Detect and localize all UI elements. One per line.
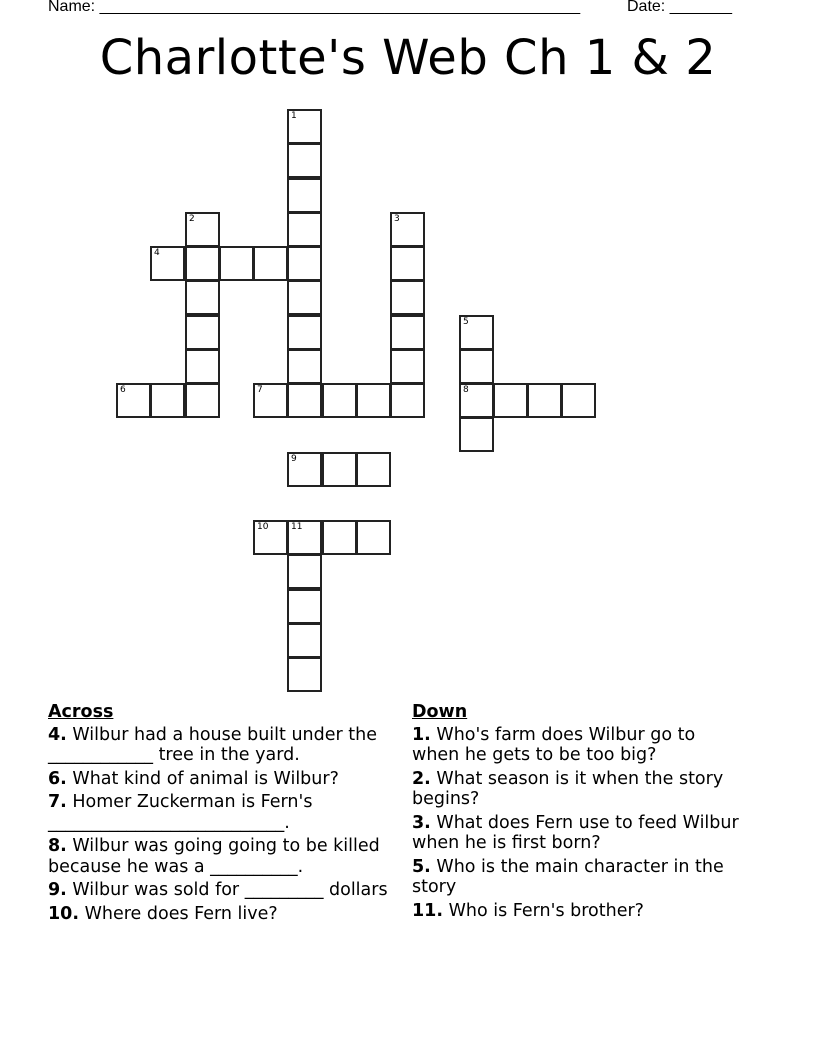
- date-field-label: Date: _______: [627, 0, 732, 15]
- crossword-cell[interactable]: [287, 143, 322, 178]
- clue-text: What does Fern use to feed Wilbur when he is first born?: [412, 812, 739, 853]
- crossword-cell[interactable]: [322, 520, 357, 555]
- cell-number: 11: [291, 522, 303, 532]
- clue-text: What kind of animal is Wilbur?: [66, 768, 339, 789]
- crossword-cell[interactable]: [459, 383, 494, 418]
- clue-text: Homer Zuckerman is Fern's ___________________________.: [48, 792, 313, 833]
- crossword-cell[interactable]: [390, 246, 425, 281]
- crossword-cell[interactable]: [287, 657, 322, 692]
- crossword-cell[interactable]: [459, 315, 494, 350]
- crossword-cell[interactable]: [150, 383, 185, 418]
- clue-down-3: [412, 813, 742, 854]
- clue-text: What season is it when the story begins?: [412, 768, 724, 809]
- crossword-cell[interactable]: [356, 452, 391, 487]
- clue-number: 1.: [412, 724, 431, 745]
- crossword-cell[interactable]: [459, 417, 494, 452]
- clue-number: 5.: [412, 856, 431, 877]
- crossword-cell[interactable]: [527, 383, 562, 418]
- across-clues: [48, 702, 408, 927]
- crossword-cell[interactable]: [116, 383, 151, 418]
- clue-text: Wilbur was sold for _________ dollars: [66, 880, 388, 900]
- crossword-cell[interactable]: [561, 383, 596, 418]
- crossword-cell[interactable]: [150, 246, 185, 281]
- clue-text: Who's farm does Wilbur go to when he gets to be too big?: [412, 724, 696, 765]
- clue-number: 7.: [48, 792, 67, 812]
- cell-number: 3: [394, 214, 400, 224]
- crossword-cell[interactable]: [185, 280, 220, 315]
- crossword-cell[interactable]: [185, 383, 220, 418]
- crossword-cell[interactable]: [287, 554, 322, 589]
- crossword-cell[interactable]: [185, 349, 220, 384]
- down-clues: [412, 702, 742, 924]
- cell-number: 9: [291, 454, 297, 464]
- name-field-label: Name: ______________________________________________________: [48, 0, 581, 15]
- cell-number: 2: [189, 214, 195, 224]
- clue-across-10: [48, 904, 408, 925]
- crossword-cell[interactable]: [459, 349, 494, 384]
- clue-across-8: [48, 836, 408, 877]
- crossword-cell[interactable]: [287, 349, 322, 384]
- cell-number: 1: [291, 111, 297, 121]
- crossword-cell[interactable]: [356, 520, 391, 555]
- crossword-cell[interactable]: [185, 212, 220, 247]
- cell-number: 5: [463, 317, 469, 327]
- crossword-cell[interactable]: [287, 178, 322, 213]
- cell-number: 6: [120, 385, 126, 395]
- clue-text: Where does Fern live?: [79, 903, 278, 924]
- clue-number: 9.: [48, 880, 67, 900]
- clue-text: Who is Fern's brother?: [443, 900, 644, 921]
- cell-number: 4: [154, 248, 160, 258]
- crossword-cell[interactable]: [493, 383, 528, 418]
- crossword-cell[interactable]: [287, 589, 322, 624]
- clue-number: 6.: [48, 768, 67, 789]
- across-heading: Across: [48, 702, 114, 722]
- clue-number: 8.: [48, 836, 67, 856]
- crossword-cell[interactable]: [390, 280, 425, 315]
- crossword-cell[interactable]: [287, 212, 322, 247]
- clue-down-1: [412, 725, 742, 766]
- clue-number: 4.: [48, 724, 67, 745]
- clue-number: 3.: [412, 812, 431, 833]
- crossword-cell[interactable]: [185, 246, 220, 281]
- crossword-cell[interactable]: [287, 383, 322, 418]
- page-title: Charlotte's Web Ch 1 & 2: [99, 30, 717, 86]
- clue-across-6: [48, 769, 408, 790]
- cell-number: 10: [257, 522, 269, 532]
- crossword-cell[interactable]: [390, 349, 425, 384]
- crossword-cell[interactable]: [219, 246, 254, 281]
- clue-across-4: [48, 725, 408, 766]
- crossword-cell[interactable]: [253, 520, 288, 555]
- crossword-cell[interactable]: [390, 212, 425, 247]
- clue-across-9: [48, 880, 408, 901]
- crossword-cell[interactable]: [253, 246, 288, 281]
- clue-text: Who is the main character in the story: [412, 856, 724, 897]
- crossword-cell[interactable]: [287, 280, 322, 315]
- clue-number: 2.: [412, 768, 431, 789]
- crossword-cell[interactable]: [287, 246, 322, 281]
- clue-text: Wilbur had a house built under the ____________ tree in the yard.: [48, 724, 377, 765]
- crossword-cell[interactable]: [287, 315, 322, 350]
- crossword-cell[interactable]: [287, 623, 322, 658]
- crossword-cell[interactable]: [356, 383, 391, 418]
- crossword-cell[interactable]: [287, 520, 322, 555]
- crossword-cell[interactable]: [287, 109, 322, 144]
- crossword-cell[interactable]: [287, 452, 322, 487]
- cell-number: 8: [463, 385, 469, 395]
- crossword-cell[interactable]: [322, 452, 357, 487]
- clue-number: 11.: [412, 900, 444, 921]
- clue-down-11: [412, 901, 742, 922]
- clue-down-5: [412, 857, 742, 898]
- clue-down-2: [412, 769, 742, 810]
- crossword-cell[interactable]: [390, 315, 425, 350]
- crossword-cell[interactable]: [185, 315, 220, 350]
- down-heading: Down: [412, 702, 468, 722]
- clue-across-7: [48, 792, 408, 833]
- cell-number: 7: [257, 385, 263, 395]
- crossword-cell[interactable]: [322, 383, 357, 418]
- clue-text: Wilbur was going going to be killed because he was a __________.: [48, 836, 380, 877]
- clue-number: 10.: [48, 903, 80, 924]
- crossword-cell[interactable]: [390, 383, 425, 418]
- crossword-cell[interactable]: [253, 383, 288, 418]
